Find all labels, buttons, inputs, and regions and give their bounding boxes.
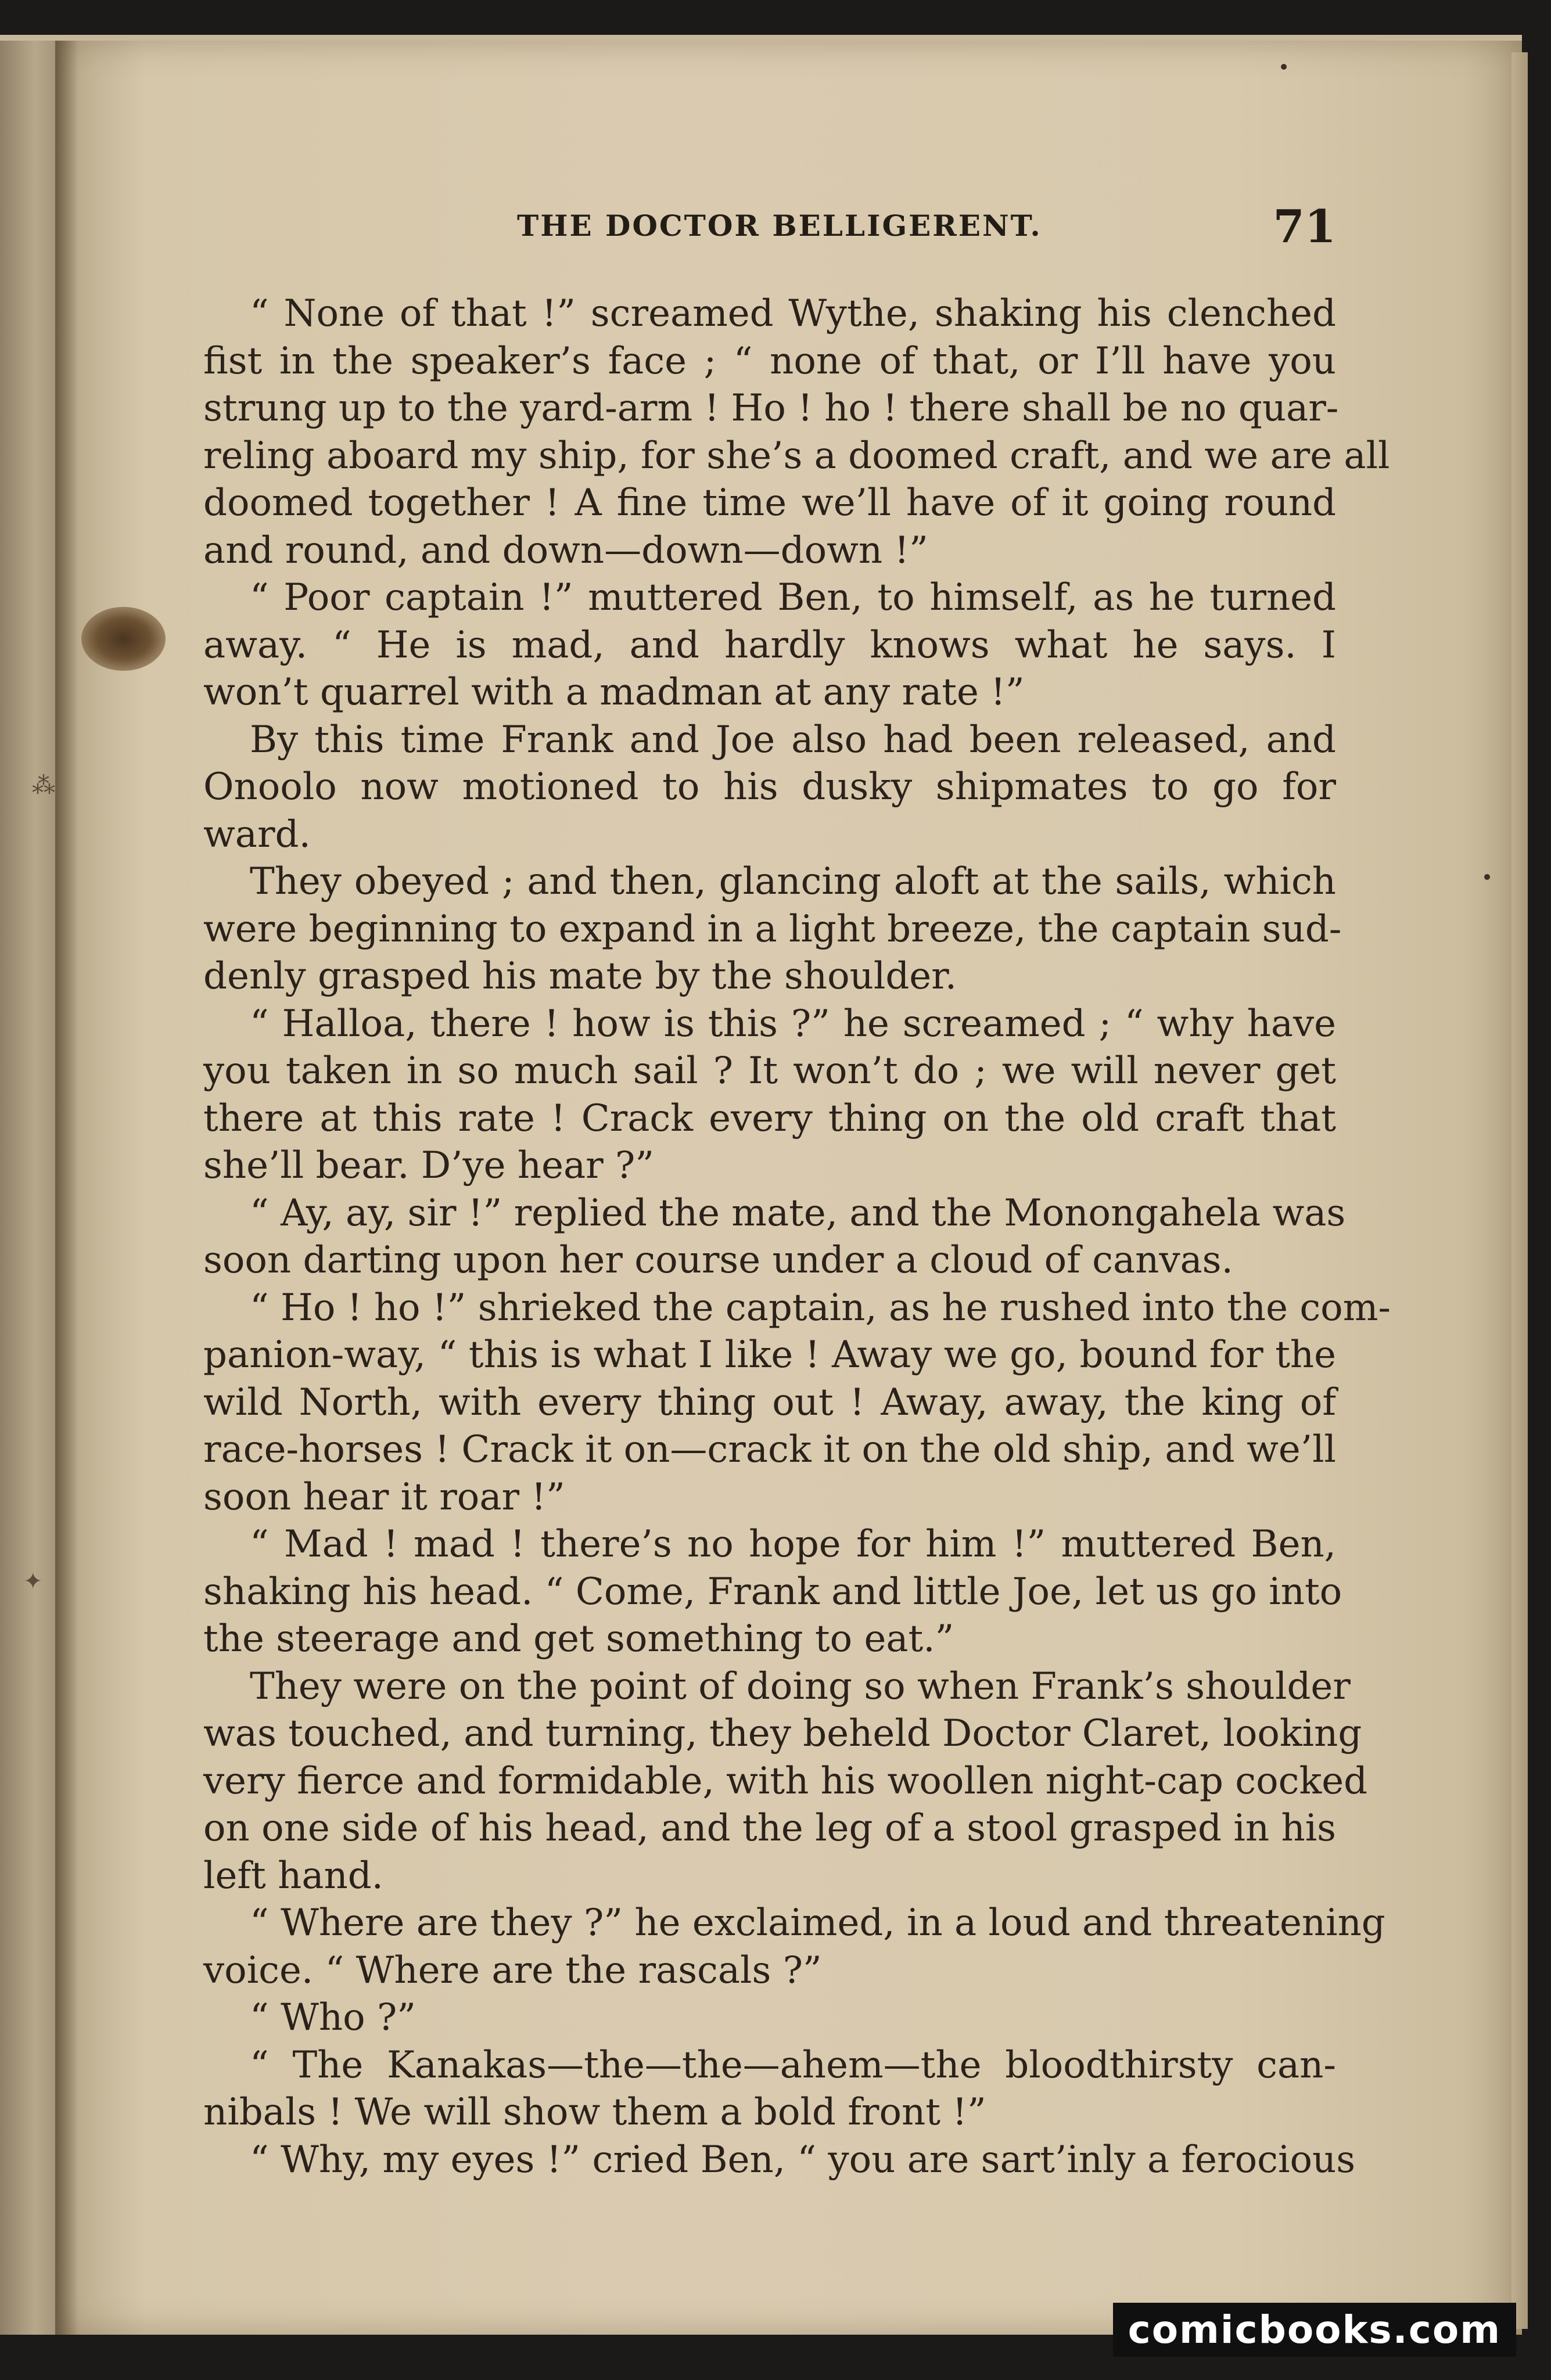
text-line: “ Ay, ay, sir !” replied the mate, and the Monongahela was (250, 1191, 1346, 1235)
text-line: away. “ He is mad, and hardly knows what he says. I (203, 623, 1336, 667)
text-line: nibals ! We will show them a bold front !” (203, 2091, 986, 2134)
running-head (203, 200, 1336, 253)
watermark-logo: comicbooks.com (1113, 2303, 1516, 2357)
binding-mark: ⁂ (32, 772, 55, 799)
text-line: fist in the speaker’s face ; “ none of that, or I’ll have you (203, 339, 1336, 383)
text-line: ward. (203, 812, 311, 856)
text-line: “ Why, my eyes !” cried Ben, “ you are sart’inly a ferocious (250, 2138, 1356, 2181)
text-line: you taken in so much sail ? It won’t do ; we will never get (203, 1049, 1336, 1092)
text-line: They were on the point of doing so when Frank’s shoulder (250, 1664, 1351, 1708)
text-line: on one side of his head, and the leg of a stool grasped in his (203, 1807, 1336, 1850)
previous-page-edge (0, 41, 58, 2335)
text-line: “ None of that !” screamed Wythe, shaking his clenched (250, 292, 1336, 335)
text-line: left hand. (203, 1854, 383, 1897)
text-line: denly grasped his mate by the shoulder. (203, 955, 957, 998)
text-line: doomed together ! A fine time we’ll have of it going round (203, 481, 1336, 524)
text-line: “ Halloa, there ! how is this ?” he screamed ; “ why have (250, 1002, 1336, 1045)
text-line: won’t quarrel with a madman at any rate !” (203, 671, 1025, 714)
text-line: “ Who ?” (250, 1996, 416, 2039)
text-line: shaking his head. “ Come, Frank and little Joe, let us go into (203, 1570, 1342, 1613)
text-line: strung up to the yard-arm ! Ho ! ho ! there shall be no quar- (203, 387, 1339, 430)
text-line: They obeyed ; and then, glancing aloft at the sails, which (250, 860, 1336, 903)
text-line: soon darting upon her course under a cloud of canvas. (203, 1239, 1233, 1282)
gutter-shadow (55, 41, 78, 2335)
text-line: “ Mad ! mad ! there’s no hope for him !” muttered Ben, (250, 1523, 1336, 1566)
text-line: wild North, with every thing out ! Away, away, the king of (203, 1380, 1336, 1424)
paper-speck (1484, 874, 1490, 880)
text-line: voice. “ Where are the rascals ?” (203, 1948, 822, 1992)
paper-stain (81, 607, 166, 671)
text-line: “ Where are they ?” he exclaimed, in a loud and threatening (250, 1901, 1385, 1944)
body-text (203, 290, 1391, 2184)
text-line: “ Poor captain !” muttered Ben, to himself, as he turned (250, 576, 1336, 619)
text-line: “ Ho ! ho !” shrieked the captain, as he rushed into the com- (250, 1286, 1391, 1329)
text-line: “ The Kanakas—the—the—ahem—the bloodthirsty can- (250, 2043, 1336, 2087)
text-line: By this time Frank and Joe also had been released, and (250, 718, 1336, 761)
text-line: reling aboard my ship, for she’s a doomed craft, and we are all (203, 434, 1390, 477)
text-line: race-horses ! Crack it on—crack it on the old ship, and we’ll (203, 1428, 1336, 1471)
text-line: very fierce and formidable, with his woollen night-cap cocked (203, 1759, 1368, 1803)
text-line: were beginning to expand in a light breeze, the captain sud- (203, 907, 1342, 951)
text-line: panion-way, “ this is what I like ! Away we go, bound for the (203, 1333, 1336, 1376)
paper-speck (1281, 64, 1287, 70)
running-title: THE DOCTOR BELLIGERENT. (517, 208, 1042, 243)
binding-mark: ✦ (23, 1568, 43, 1595)
text-line: was touched, and turning, they beheld Doctor Claret, looking (203, 1712, 1362, 1755)
text-line: Onoolo now motioned to his dusky shipmates to go for (203, 765, 1336, 808)
text-line: she’ll bear. D’ye hear ?” (203, 1144, 655, 1187)
text-line: and round, and down—down—down !” (203, 529, 928, 572)
text-line: the steerage and get something to eat.” (203, 1617, 954, 1660)
page-fore-edge (1511, 52, 1528, 2329)
text-line: there at this rate ! Crack every thing on the old craft that (203, 1096, 1336, 1140)
page-number: 71 (1273, 200, 1336, 253)
text-line: soon hear it roar !” (203, 1475, 565, 1519)
